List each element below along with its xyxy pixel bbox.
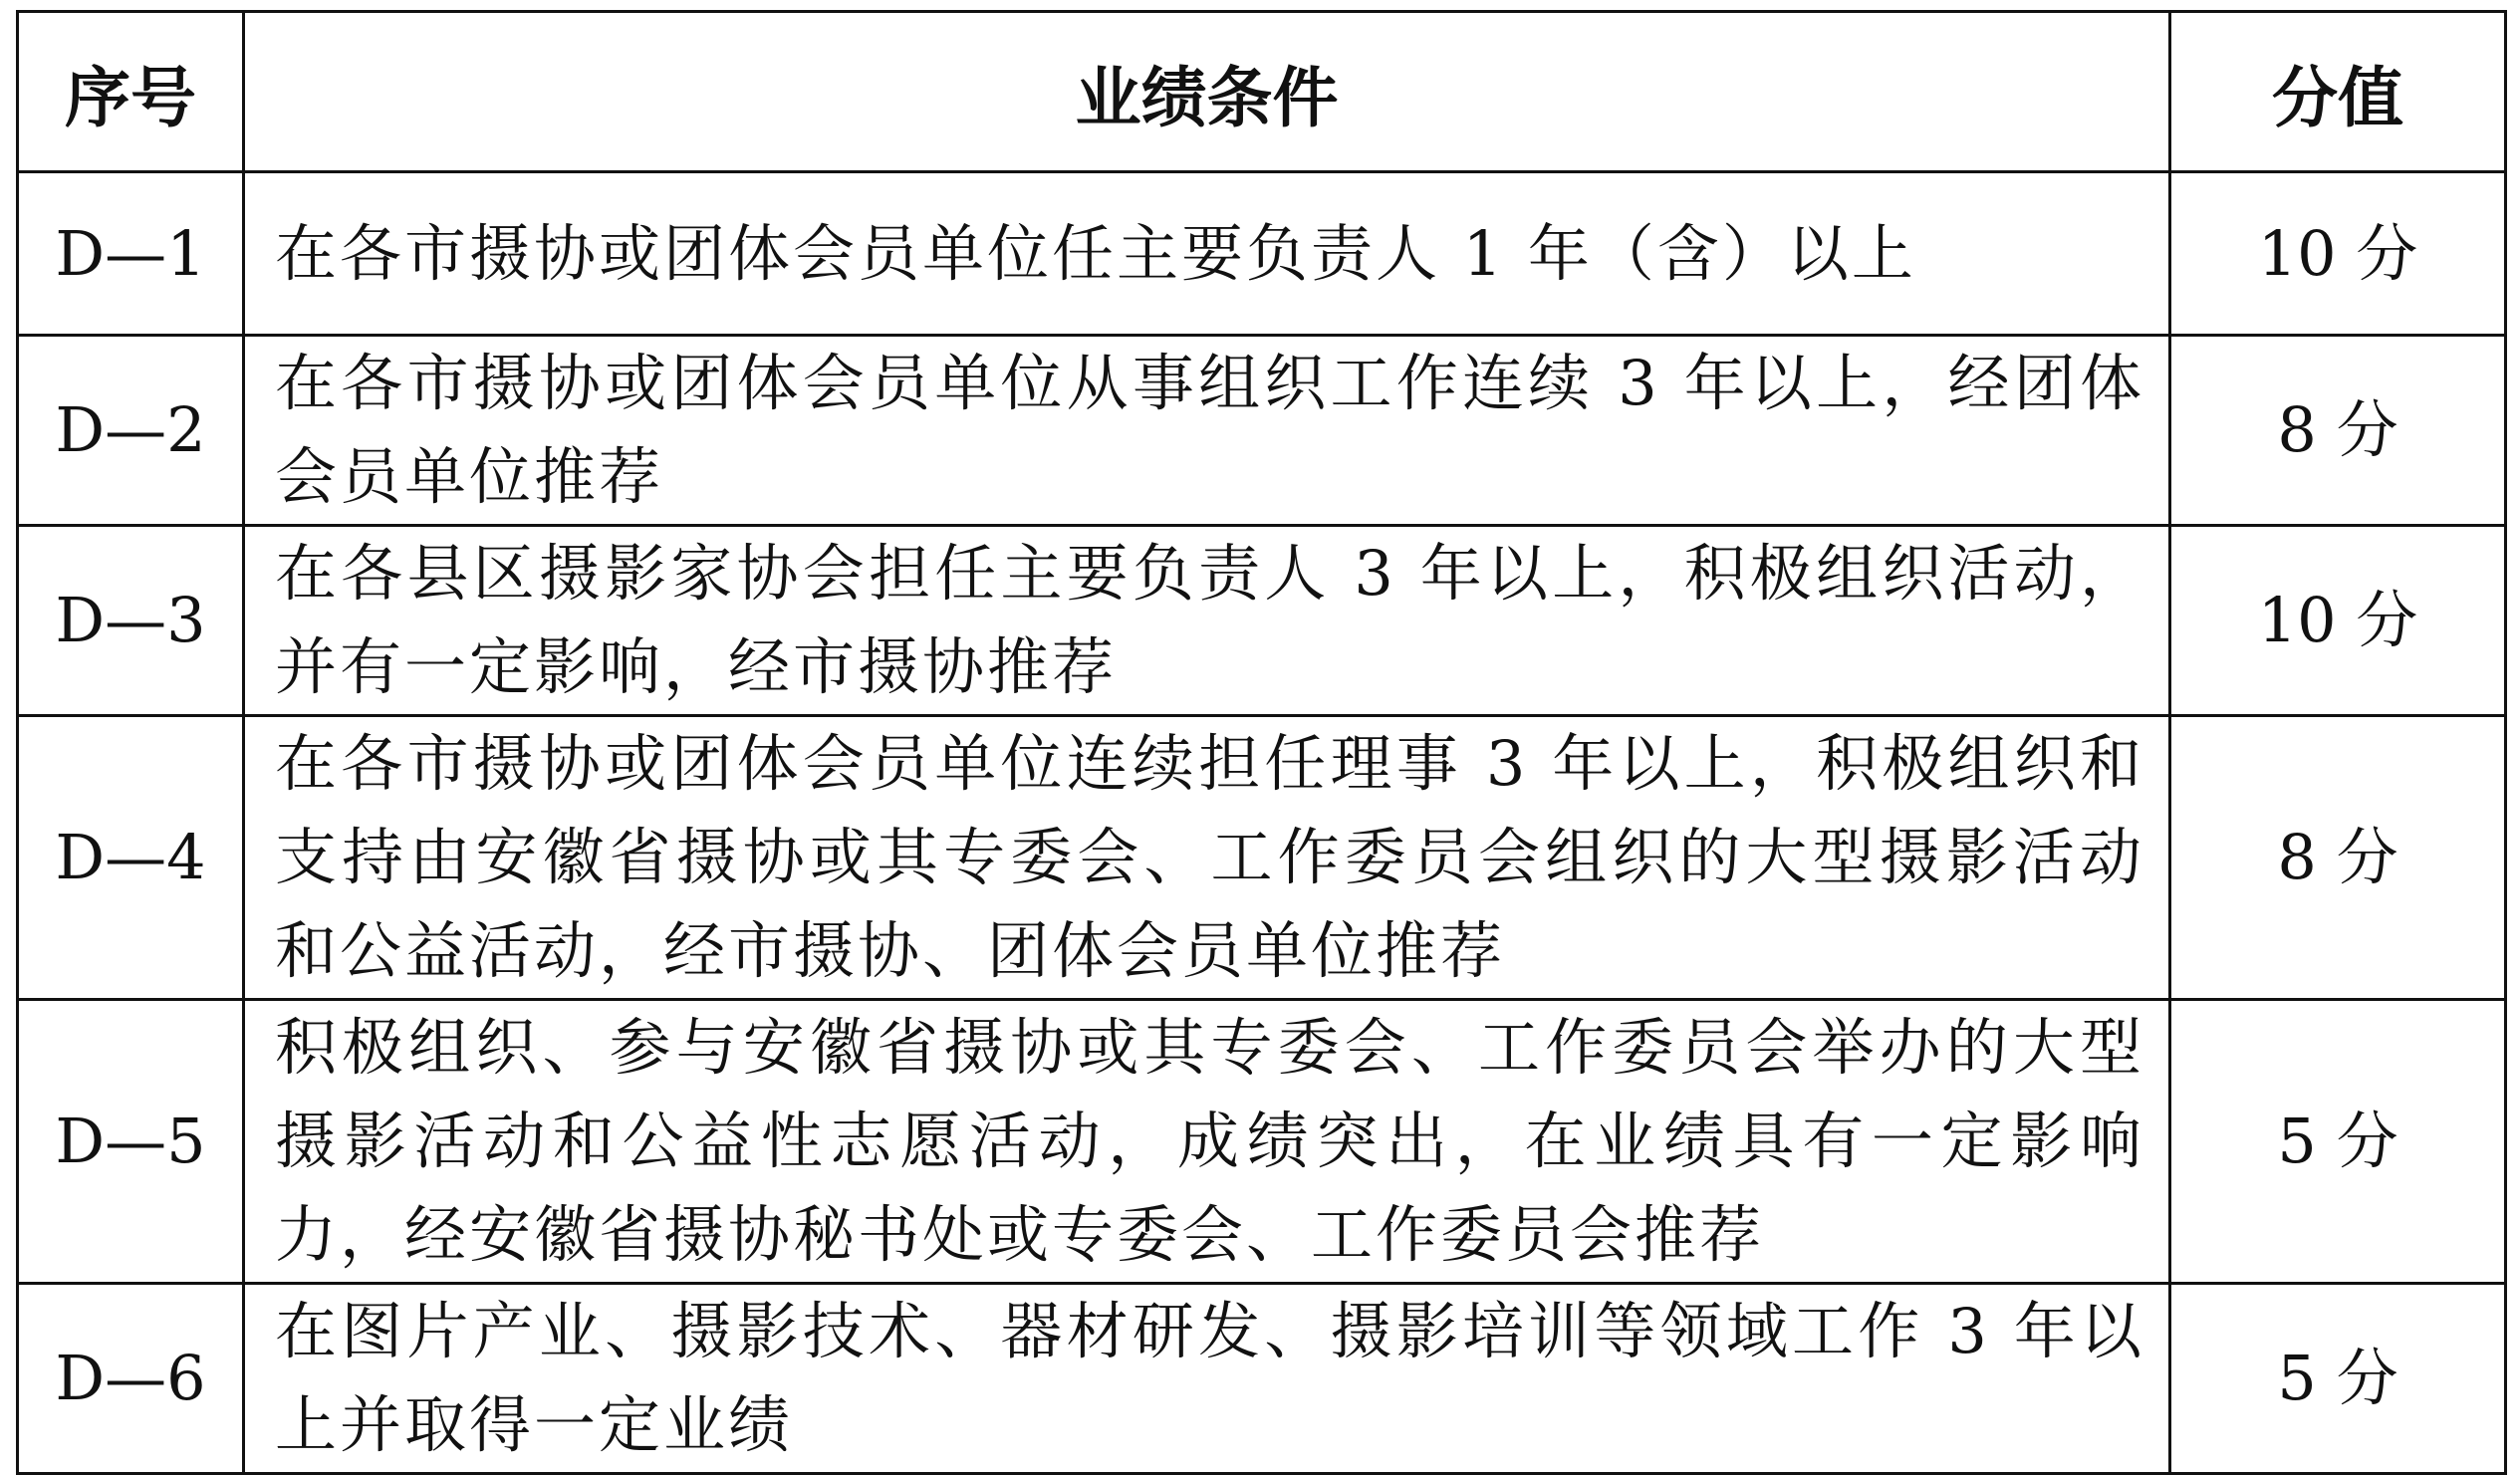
table-row xyxy=(18,1284,2506,1474)
row-seq: D—1 xyxy=(18,172,244,336)
row-condition: 积极组织、参与安徽省摄协或其专委会、工作委员会举办的大型摄影活动和公益性志愿活动，成绩突出，在业绩具有一定影响力，经安徽省摄协秘书处或专委会、工作委员会推荐 xyxy=(244,1000,2170,1284)
table-row xyxy=(18,336,2506,526)
row-seq: D—6 xyxy=(18,1284,244,1474)
header-row xyxy=(18,12,2506,172)
row-score: 8 分 xyxy=(2170,336,2506,526)
row-condition: 在各市摄协或团体会员单位从事组织工作连续 3 年以上，经团体会员单位推荐 xyxy=(244,336,2170,526)
row-seq: D—3 xyxy=(18,526,244,716)
header-condition: 业绩条件 xyxy=(244,12,2170,172)
row-seq: D—2 xyxy=(18,336,244,526)
row-score: 8 分 xyxy=(2170,716,2506,1000)
row-condition: 在各市摄协或团体会员单位任主要负责人 1 年（含）以上 xyxy=(244,172,2170,336)
table-row xyxy=(18,526,2506,716)
row-score: 10 分 xyxy=(2170,172,2506,336)
table-row xyxy=(18,716,2506,1000)
table-row xyxy=(18,172,2506,336)
row-score: 10 分 xyxy=(2170,526,2506,716)
header-seq: 序号 xyxy=(18,12,244,172)
row-score: 5 分 xyxy=(2170,1284,2506,1474)
table-row xyxy=(18,1000,2506,1284)
performance-criteria-table xyxy=(16,10,2507,1475)
row-score: 5 分 xyxy=(2170,1000,2506,1284)
row-seq: D—5 xyxy=(18,1000,244,1284)
row-seq: D—4 xyxy=(18,716,244,1000)
row-condition: 在各市摄协或团体会员单位连续担任理事 3 年以上，积极组织和支持由安徽省摄协或其专委会、工作委员会组织的大型摄影活动和公益活动，经市摄协、团体会员单位推荐 xyxy=(244,716,2170,1000)
table-header xyxy=(18,12,2506,172)
row-condition: 在图片产业、摄影技术、器材研发、摄影培训等领域工作 3 年以上并取得一定业绩 xyxy=(244,1284,2170,1474)
header-score: 分值 xyxy=(2170,12,2506,172)
row-condition: 在各县区摄影家协会担任主要负责人 3 年以上，积极组织活动，并有一定影响，经市摄协推荐 xyxy=(244,526,2170,716)
table-body xyxy=(18,172,2506,1474)
